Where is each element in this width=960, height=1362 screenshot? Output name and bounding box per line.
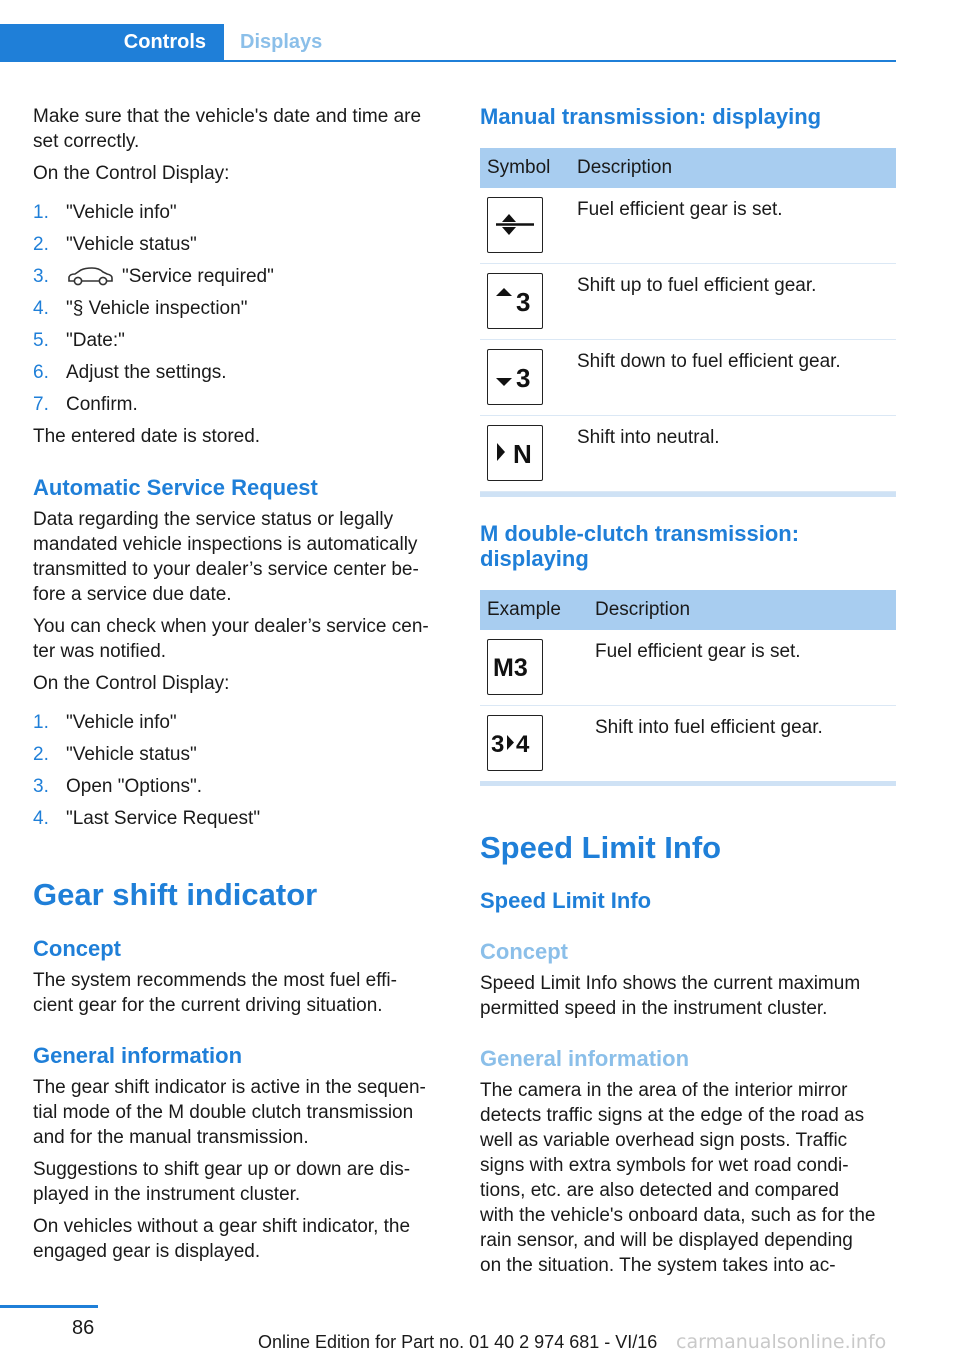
- intro-control-display: On the Control Display:: [33, 163, 230, 184]
- table-header: Symbol Description: [480, 148, 896, 188]
- asr-heading: Automatic Service Request: [33, 475, 318, 500]
- shift-3-to-4-icon: [487, 715, 543, 771]
- table-row: N Shift into neutral.: [480, 416, 896, 492]
- speed-limit-subheading: Speed Limit Info: [480, 888, 652, 913]
- asr-paragraph-2: You can check when your dealer’s service cen‐ ter was notified.: [33, 616, 429, 662]
- table-row: Fuel efficient gear is set.: [480, 188, 896, 264]
- sli-general-info-paragraph: The camera in the area of the interior mirror detects traffic signs at the edge of the road as well as variable overhead sign posts. Traffic signs with extra symbols for wet road condi‐ tions, etc. are also detected and compared with the vehicle's onboard data, such as for the rain sensor, and will be displayed depending on the situation. The system takes into ac‐: [480, 1080, 876, 1276]
- svg-text:N: N: [513, 439, 532, 469]
- gear-shift-heading: Gear shift indicator: [33, 877, 318, 912]
- header-tabbar: [0, 0, 896, 62]
- table-row: 3 4 Shift into fuel efficient gear.: [480, 706, 896, 782]
- asr-control-display: On the Control Display:: [33, 673, 230, 694]
- table-row: 3 Shift down to fuel efficient gear.: [480, 340, 896, 416]
- svg-text:M3: M3: [493, 654, 528, 682]
- tab-controls[interactable]: Controls: [0, 24, 224, 62]
- m3-gear-icon: [487, 639, 543, 695]
- manual-heading: Manual transmission: displaying: [480, 104, 822, 129]
- manual-table: [480, 148, 896, 498]
- table-end-bar: [480, 781, 896, 786]
- general-info-paragraph-2: Suggestions to shift gear up or down are dis‐ played in the instrument cluster.: [33, 1159, 411, 1205]
- shift-neutral-icon: [487, 425, 543, 481]
- asr-paragraph: Data regarding the service status or legally mandated vehicle inspections is automatically transmitted to your dealer’s service center be‐ fore a service due date.: [33, 509, 419, 605]
- svg-text:3: 3: [516, 363, 531, 393]
- table-row: 3 Shift up to fuel efficient gear.: [480, 264, 896, 340]
- svg-text:3: 3: [516, 287, 531, 317]
- sli-concept-heading: Concept: [480, 939, 568, 964]
- efficient-gear-icon: [487, 197, 543, 253]
- sli-concept-paragraph: Speed Limit Info shows the current maximum permitted speed in the instrument cluster.: [480, 973, 861, 1019]
- concept-heading: Concept: [33, 936, 121, 961]
- tab-displays[interactable]: Displays: [240, 31, 323, 53]
- table-header: Example Description: [480, 590, 896, 630]
- shift-up-3-icon: [487, 273, 543, 329]
- general-info-heading: General information: [33, 1043, 243, 1068]
- general-info-paragraph-3: On vehicles without a gear shift indicator, the engaged gear is displayed.: [33, 1216, 411, 1262]
- shift-down-3-icon: [487, 349, 543, 405]
- watermark: carmanualsonline.info: [676, 1331, 887, 1353]
- mdct-heading: M double-clutch transmission: displaying: [480, 521, 800, 571]
- general-info-paragraph: The gear shift indicator is active in the sequen‐ tial mode of the M double clutch transmission and for the manual transmission.: [33, 1077, 426, 1148]
- concept-paragraph: The system recommends the most fuel effi‐ cient gear for the current driving situation.: [33, 970, 397, 1016]
- intro-paragraph: Make sure that the vehicle's date and time are set correctly.: [33, 106, 422, 152]
- sli-general-info-heading: General information: [480, 1046, 690, 1071]
- table-end-bar: [480, 492, 896, 497]
- speed-limit-heading: Speed Limit Info: [480, 830, 722, 865]
- mdct-table: [480, 590, 896, 790]
- footer-rule: [0, 1305, 98, 1308]
- svg-text:4: 4: [516, 731, 530, 758]
- table-row: M3 Fuel efficient gear is set.: [480, 630, 896, 706]
- stored-text: The entered date is stored.: [33, 426, 261, 447]
- page-number: 86: [72, 1317, 95, 1339]
- edition-text: Online Edition for Part no. 01 40 2 974 681 - VI/16: [258, 1332, 658, 1352]
- svg-text:3: 3: [491, 731, 505, 758]
